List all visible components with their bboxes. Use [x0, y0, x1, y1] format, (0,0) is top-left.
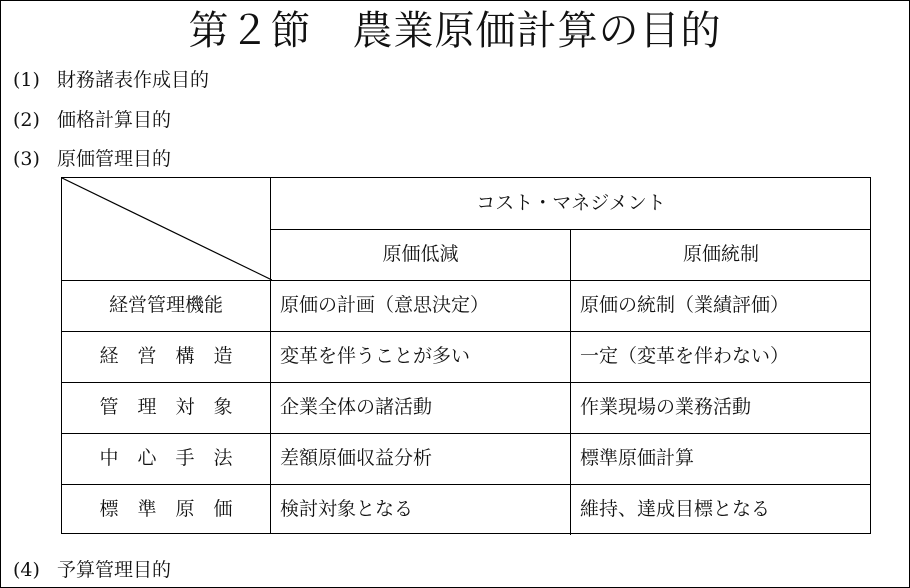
table-cell: 変革を伴うことが多い [280, 345, 471, 367]
corner-diagonal [62, 178, 272, 280]
column-divider [270, 178, 271, 533]
row-label: 管 理 対 象 [99, 396, 233, 418]
item-label: 価格計算目的 [57, 109, 172, 131]
row-divider [62, 331, 870, 332]
item-number: (3) [13, 148, 40, 170]
row-divider [271, 229, 871, 230]
item-cost-management [13, 146, 171, 172]
table-cell: 検討対象となる [280, 498, 414, 520]
item-financial-statements [13, 67, 209, 93]
group-header: コスト・マネジメント [476, 192, 666, 214]
item-price-calculation [13, 107, 171, 133]
row-divider [62, 382, 870, 383]
item-budget-management [13, 557, 171, 583]
table-cell: 作業現場の業務活動 [580, 396, 752, 418]
row-label: 経営管理機能 [108, 294, 223, 316]
cost-management-table [61, 177, 871, 534]
table-cell: 原価の計画（意思決定） [280, 294, 490, 316]
item-label: 財務諸表作成目的 [57, 69, 210, 91]
item-label: 予算管理目的 [57, 559, 172, 581]
row-divider [62, 484, 870, 485]
row-divider [62, 280, 870, 281]
row-label: 標 準 原 価 [99, 498, 233, 520]
item-label: 原価管理目的 [57, 148, 172, 170]
section-title: 第２節 農業原価計算の目的 [188, 8, 722, 54]
column-header-cost-control: 原価統制 [682, 243, 759, 265]
table-cell: 維持、達成目標となる [580, 498, 771, 520]
row-label: 経 営 構 造 [99, 345, 233, 367]
table-cell: 企業全体の諸活動 [280, 396, 433, 418]
table-cell: 標準原価計算 [580, 447, 695, 469]
column-header-cost-reduction: 原価低減 [382, 243, 459, 265]
item-number: (1) [13, 69, 40, 91]
row-divider [62, 433, 870, 434]
item-number: (2) [13, 109, 40, 131]
row-label: 中 心 手 法 [99, 447, 233, 469]
item-number: (4) [13, 559, 40, 581]
table-cell: 原価の統制（業績評価） [580, 294, 790, 316]
table-cell: 差額原価収益分析 [280, 447, 433, 469]
table-cell: 一定（変革を伴わない） [580, 345, 790, 367]
